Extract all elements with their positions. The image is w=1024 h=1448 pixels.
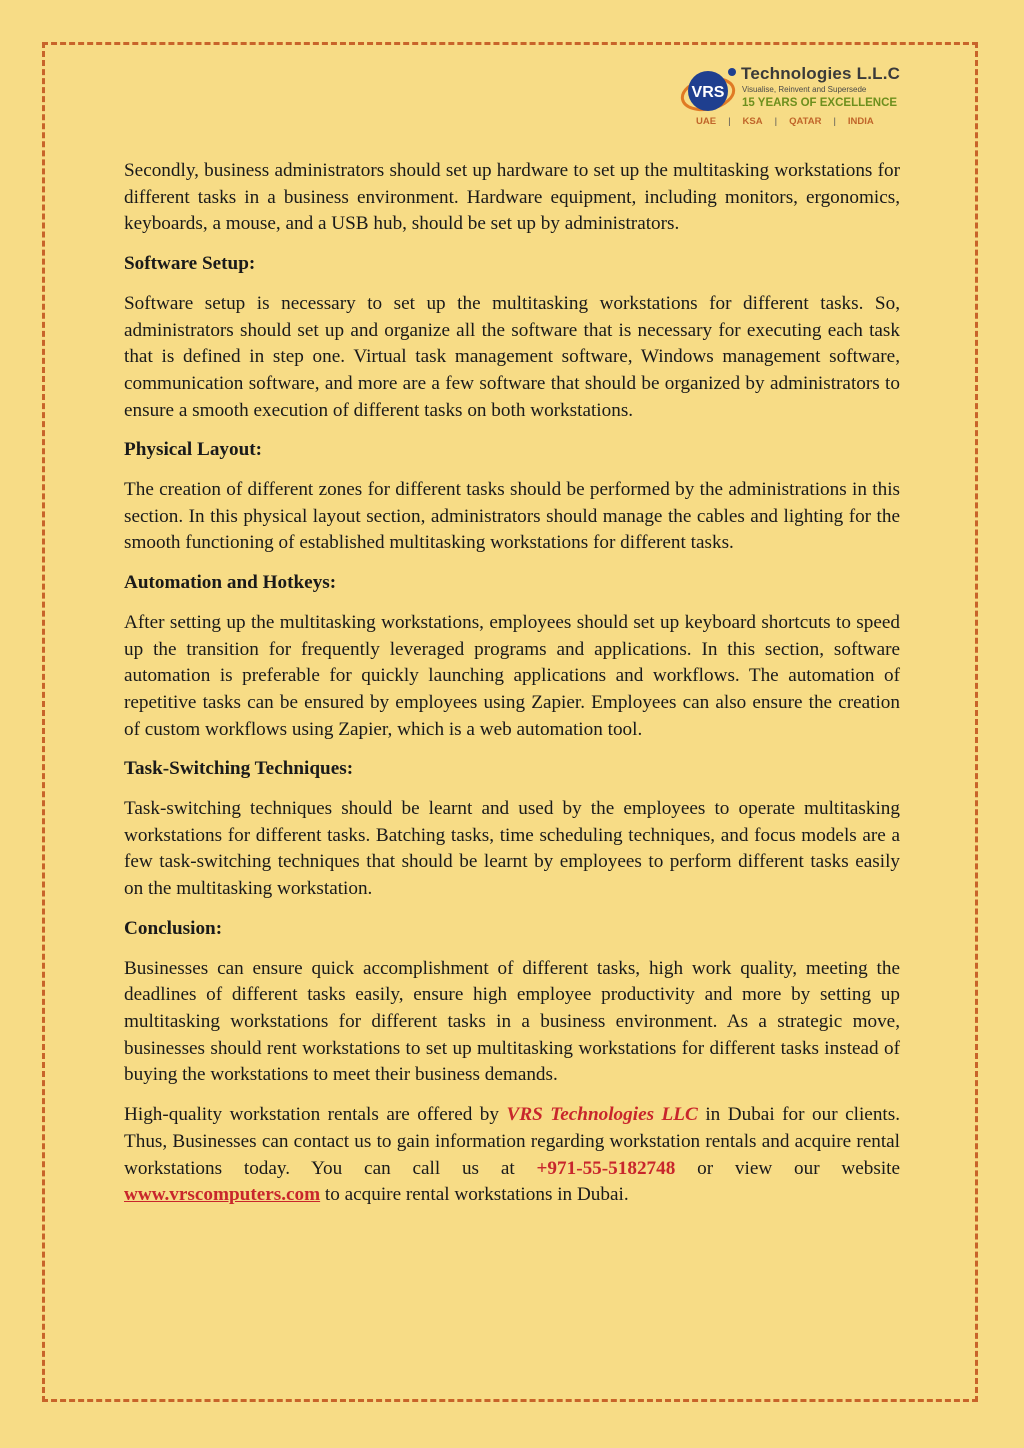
intro-paragraph: Secondly, business administrators should set up hardware to set up the multitasking workstations for different tasks in a business environment. Hardware equipment, including monitors, ergonomics, keyboards, a mouse, and a USB hub, should be set up by administrators. xyxy=(124,160,900,235)
company-logo xyxy=(676,62,916,132)
section-heading-task-switching: Task-Switching Techniques: xyxy=(124,758,354,780)
closing-text-3: or view our website xyxy=(675,1157,900,1179)
section-body-software-setup: Software setup is necessary to set up the multitasking workstations for different tasks. So, administrators should set up and organize all the software that is necessary for executing each task that is defined in step one. Virtual task management software, Windows management software, communication software, and more are a few software that should be organized by administrators to ensure a smooth execution of different tasks on both workstations. xyxy=(124,292,900,421)
closing-text-1: High-quality workstation rentals are offered by xyxy=(124,1104,507,1126)
phone-number: +971-55-5182748 xyxy=(536,1157,676,1179)
region-india: INDIA xyxy=(847,116,874,127)
region-ksa: KSA xyxy=(742,116,763,127)
logo-company-name: Technologies L.L.C xyxy=(741,64,901,83)
article-body xyxy=(124,158,900,1222)
badge-text: VRS xyxy=(691,84,725,101)
logo-regions: UAE | KSA | QATAR | INDIA xyxy=(696,116,874,127)
section-heading-automation-hotkeys: Automation and Hotkeys: xyxy=(124,572,337,594)
section-body-task-switching: Task-switching techniques should be learnt and used by the employees to operate multitasking workstations for different tasks. Batching tasks, time scheduling techniques, and focus models are a few task-switching techniques that should be learnt by employees to perform different tasks easily on the multitasking workstation. xyxy=(124,798,900,900)
region-uae: UAE xyxy=(696,116,717,127)
logo-years-badge: 15 YEARS OF EXCELLENCE xyxy=(742,97,898,109)
section-heading-physical-layout: Physical Layout: xyxy=(124,439,263,461)
brand-name: VRS Technologies LLC xyxy=(506,1104,698,1126)
website-link[interactable]: www.vrscomputers.com xyxy=(124,1184,321,1206)
section-heading-conclusion: Conclusion: xyxy=(124,917,223,939)
vrs-badge-icon xyxy=(680,66,736,114)
section-body-automation-hotkeys: After setting up the multitasking workstations, employees should set up keyboard shortcuts to speed up the transition for frequently leveraged programs and applications. In this section, software automation is preferable for quickly launching applications and workflows. The automation of repetitive tasks can be ensured by employees using Zapier. Employees can also ensure the creation of custom workflows using Zapier, which is a web automation tool. xyxy=(124,611,900,740)
closing-text-4: to acquire rental workstations in Dubai. xyxy=(320,1184,629,1206)
closing-paragraph xyxy=(124,1102,900,1209)
region-qatar: QATAR xyxy=(789,116,822,127)
closing-text-2: in Dubai for our clients. Thus, Businesses can contact us to gain information regarding workstation rentals and acquire rental workstations today. You can call us at xyxy=(124,1104,901,1179)
logo-tagline: Visualise, Reinvent and Supersede xyxy=(742,85,867,94)
section-body-conclusion: Businesses can ensure quick accomplishment of different tasks, high work quality, meeting the deadlines of different tasks easily, ensure high employee productivity and more by setting up multitasking workstations for different tasks in a business environment. As a strategic move, businesses should rent workstations to set up multitasking workstations for different tasks instead of buying the workstations to meet their business demands. xyxy=(124,957,900,1086)
section-heading-software-setup: Software Setup: xyxy=(124,253,256,275)
section-body-physical-layout: The creation of different zones for different tasks should be performed by the administrations in this section. In this physical layout section, administrators should manage the cables and lighting for the smooth functioning of established multitasking workstations for different tasks. xyxy=(124,479,900,554)
